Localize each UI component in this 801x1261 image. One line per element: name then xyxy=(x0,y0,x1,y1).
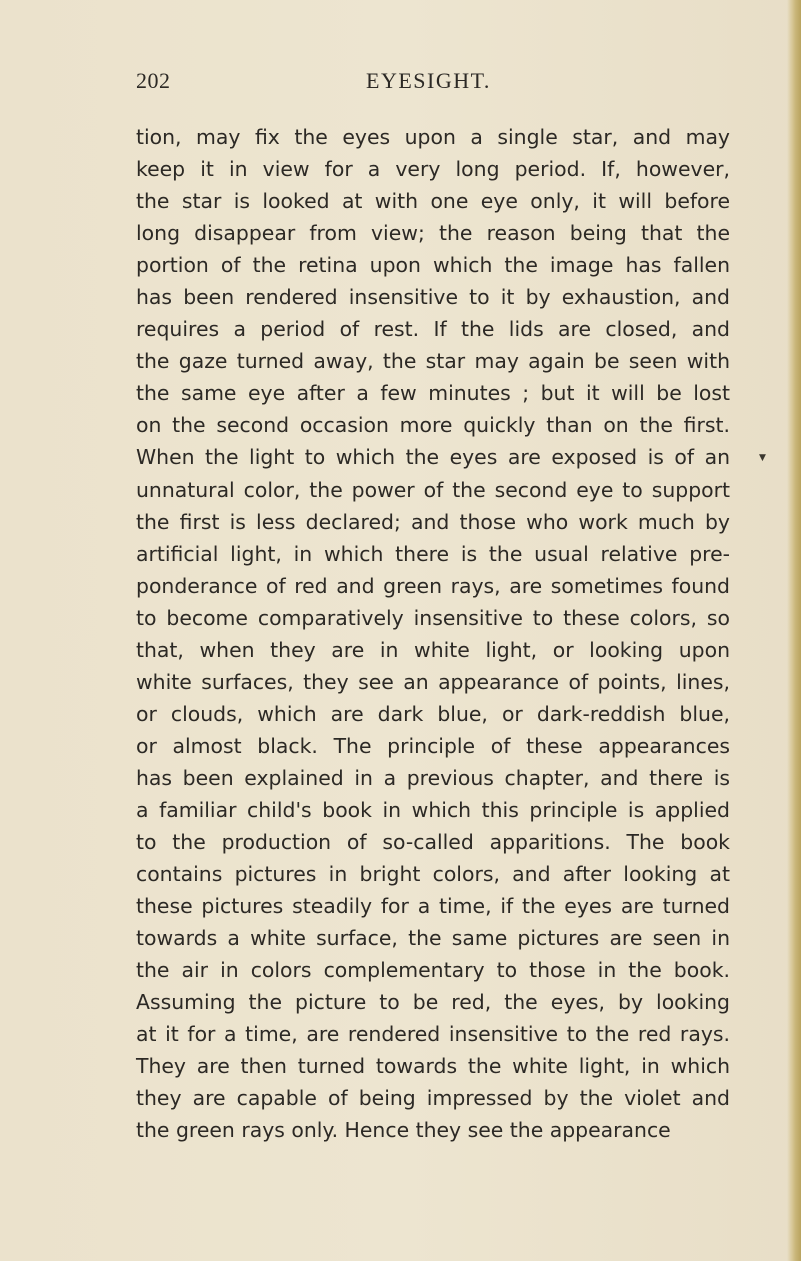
text-line: tion, may fix the eyes upon a single star, and may xyxy=(136,125,730,149)
ink-speck: ▼ xyxy=(759,453,766,463)
text-line: the air in colors complementary to those in the book. xyxy=(136,958,730,983)
text-line: the star is looked at with one eye only, it will before xyxy=(136,189,730,214)
text-line: the gaze turned away, the star may again be seen with xyxy=(136,349,730,374)
text-line: to the production of so-called apparitions. The book xyxy=(136,830,730,855)
text-line: unnatural color, the power of the second eye to support xyxy=(136,477,730,502)
page-number: 202 xyxy=(136,68,171,93)
running-head xyxy=(136,68,730,94)
text-line: towards a white surface, the same pictures are seen in xyxy=(136,926,730,951)
body-text xyxy=(136,121,730,1147)
text-line: has been explained in a previous chapter, and there is xyxy=(136,765,730,790)
text-line: that, when they are in white light, or looking upon xyxy=(136,637,730,662)
text-line: keep it in view for a very long period. If, however, xyxy=(136,157,730,182)
page-edge xyxy=(787,0,801,1261)
text-line: When the light to which the eyes are exposed is of an xyxy=(136,445,730,470)
text-line: portion of the retina upon which the image has fallen xyxy=(136,253,730,278)
text-line: the green rays only. Hence they see the appearance xyxy=(136,1118,671,1143)
text-line: white surfaces, they see an appearance of points, lines, xyxy=(136,669,730,694)
text-line: a familiar child's book in which this principle is applied xyxy=(136,797,730,822)
text-line: They are then turned towards the white light, in which xyxy=(136,1054,730,1079)
text-line: ponderance of red and green rays, are sometimes found xyxy=(136,573,730,598)
running-title: EYESIGHT. xyxy=(366,68,491,93)
text-line: artificial light, in which there is the usual relative pre- xyxy=(136,541,730,566)
text-line: at it for a time, are rendered insensitive to the red rays. xyxy=(136,1022,730,1047)
text-line: requires a period of rest. If the lids are closed, and xyxy=(136,317,730,342)
text-line: or clouds, which are dark blue, or dark-reddish blue, xyxy=(136,701,730,726)
text-line: Assuming the picture to be red, the eyes, by looking xyxy=(136,990,730,1015)
text-line: these pictures steadily for a time, if the eyes are turned xyxy=(136,894,730,919)
text-line: the first is less declared; and those who work much by xyxy=(136,509,730,534)
text-line: contains pictures in bright colors, and after looking at xyxy=(136,862,730,887)
text-line: the same eye after a few minutes ; but it will be lost xyxy=(136,381,730,406)
text-line: long disappear from view; the reason being that the xyxy=(136,221,730,246)
text-line: they are capable of being impressed by the violet and xyxy=(136,1086,730,1111)
text-line: to become comparatively insensitive to these colors, so xyxy=(136,605,730,630)
text-line: on the second occasion more quickly than on the first. xyxy=(136,413,730,438)
text-line: has been rendered insensitive to it by exhaustion, and xyxy=(136,285,730,310)
text-line: or almost black. The principle of these appearances xyxy=(136,733,730,758)
